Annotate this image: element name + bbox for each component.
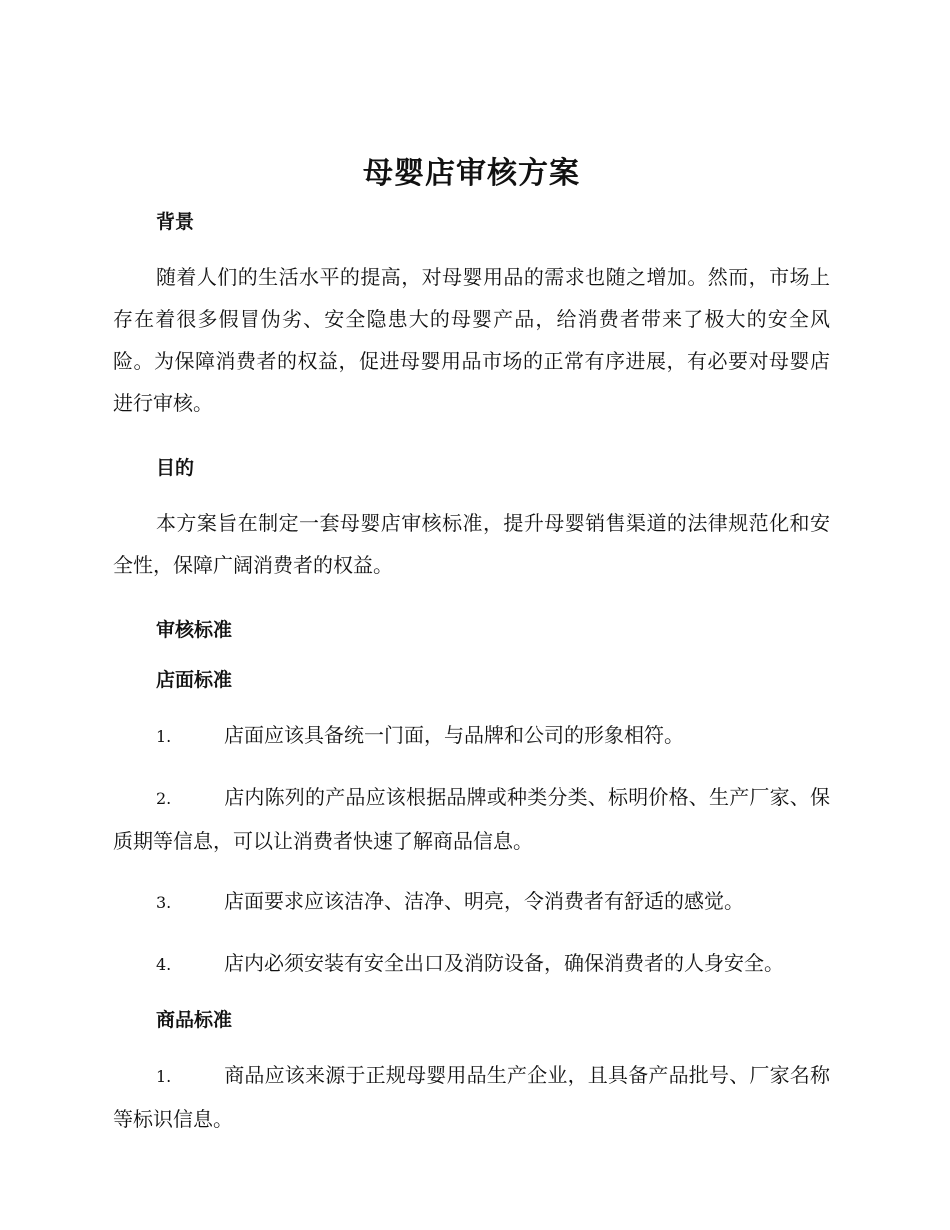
list-item-number: 3. (156, 893, 172, 912)
document-title: 母婴店审核方案 (363, 156, 580, 191)
list-item (113, 1054, 830, 1140)
list-item (113, 776, 830, 862)
list-item-number: 1. (156, 727, 172, 746)
list-item-text: 店内必须安装有安全出口及消防设备，确保消费者的人身安全。 (224, 951, 784, 975)
list-item-text: 店面要求应该洁净、洁净、明亮，令消费者有舒适的感觉。 (224, 889, 744, 913)
list-item-number: 1. (156, 1067, 172, 1086)
list-item (113, 714, 830, 758)
list-item-text: 商品应该来源于正规母婴用品生产企业，且具备产品批号、厂家名称等标识信息。 (113, 1063, 830, 1131)
list-item (113, 942, 830, 986)
subsection-heading-store: 店面标准 (156, 669, 233, 691)
section-heading-standards: 审核标准 (156, 619, 233, 641)
list-item (113, 880, 830, 924)
section-heading-background: 背景 (156, 211, 195, 233)
section-heading-purpose: 目的 (156, 457, 195, 479)
list-item-text: 店内陈列的产品应该根据品牌或种类分类、标明价格、生产厂家、保质期等信息，可以让消费者快速了解商品信息。 (113, 785, 830, 853)
list-item-number: 2. (156, 789, 172, 808)
background-paragraph: 随着人们的生活水平的提高，对母婴用品的需求也随之增加。然而，市场上存在着很多假冒伪劣、安全隐患大的母婴产品，给消费者带来了极大的安全风险。为保障消费者的权益，促进母婴用品市场的正常有序进展，有必要对母婴店进行审核。 (113, 265, 830, 415)
purpose-paragraph: 本方案旨在制定一套母婴店审核标准，提升母婴销售渠道的法律规范化和安全性，保障广阔消费者的权益。 (113, 511, 830, 577)
subsection-heading-goods: 商品标准 (156, 1009, 233, 1031)
list-item-text: 店面应该具备统一门面，与品牌和公司的形象相符。 (224, 723, 684, 747)
list-item-number: 4. (156, 955, 172, 974)
